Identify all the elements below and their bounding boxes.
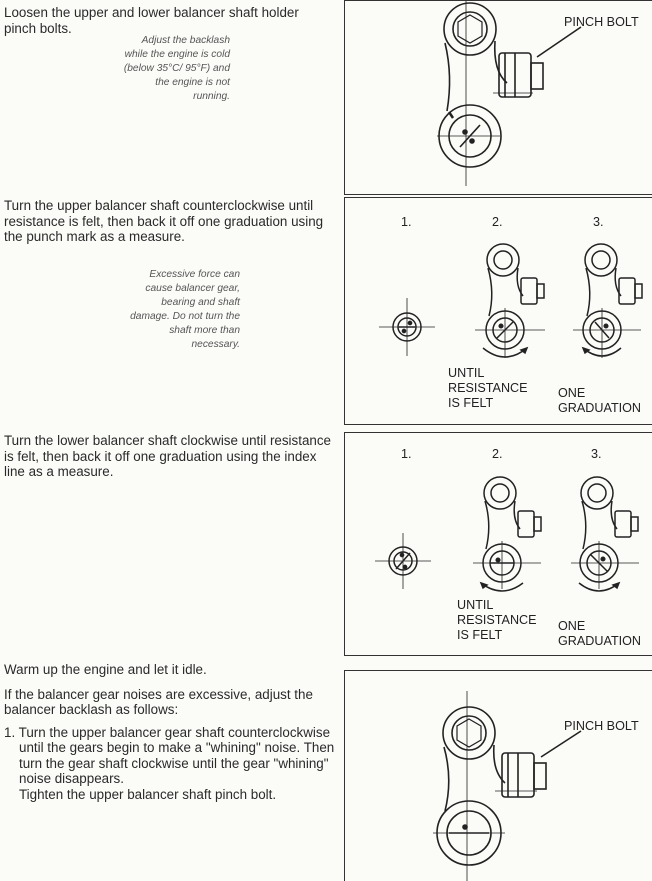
instruction-1-text: Loosen the upper and lower balancer shaft holder pinch bolts. — [4, 5, 299, 36]
noise-condition-text: If the balancer gear noises are excessive, adjust the balancer backlash as follows: — [4, 686, 313, 717]
until-resistance-label: UNTIL RESISTANCE IS FELT — [448, 366, 528, 410]
figure-3 — [344, 432, 652, 656]
instruction-4 — [4, 662, 336, 802]
until-resistance-label: UNTIL RESISTANCE IS FELT — [457, 598, 537, 642]
step-1-label: 1. — [401, 215, 412, 229]
instruction-2-text: Turn the upper balancer shaft counterclockwise until resistance is felt, then back it off one graduation using the punch mark as a measure. — [4, 198, 324, 244]
list-item-1: 1. Turn the upper balancer gear shaft counterclockwise until the gears begin to make a "whining" noise. Then turn the gear shaft clockwise until the gear "whining" noise disappears. — [4, 724, 335, 786]
caution-note-2: Excessive force can cause balancer gear, bearing and shaft damage. Do not turn the shaft more than necessary. — [130, 269, 240, 350]
pinch-bolt-callout-1: PINCH BOLT — [564, 15, 639, 29]
warm-up-text: Warm up the engine and let it idle. — [4, 662, 207, 677]
step-3-label: 3. — [591, 447, 602, 461]
figure-2 — [344, 197, 652, 425]
instruction-3-text: Turn the lower balancer shaft clockwise until resistance is felt, then back it off one graduation using the index line as a measure. — [4, 433, 331, 479]
step-1-label: 1. — [401, 447, 412, 461]
pinch-bolt-diagram-2 — [345, 671, 652, 881]
one-graduation-label: ONE GRADUATION — [558, 386, 642, 415]
figure-1 — [344, 0, 652, 195]
list-item-1-continued: Tighten the upper balancer shaft pinch bolt. — [19, 786, 277, 802]
step-3-label: 3. — [593, 215, 604, 229]
instruction-2 — [4, 198, 334, 245]
figure-4 — [344, 670, 652, 881]
step-2-label: 2. — [492, 447, 503, 461]
instruction-3 — [4, 433, 334, 480]
pinch-bolt-callout-2: PINCH BOLT — [564, 719, 639, 733]
step-2-label: 2. — [492, 215, 503, 229]
instruction-1 — [4, 5, 334, 36]
one-graduation-label: ONE GRADUATION — [558, 619, 642, 648]
caution-note-1: Adjust the backlash while the engine is cold (below 35°C/ 95°F) and the engine is not running. — [123, 35, 230, 102]
